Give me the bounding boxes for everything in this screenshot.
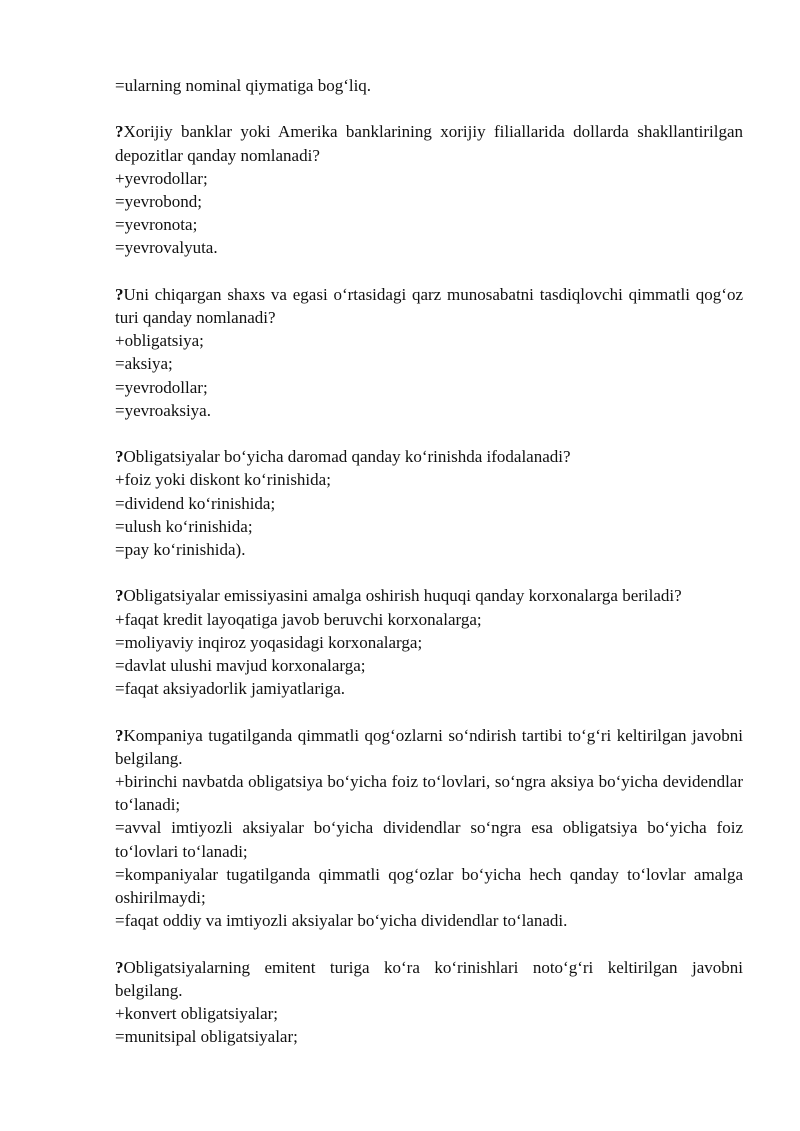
question-text [115,584,743,607]
question-mark: ? [115,284,124,304]
question-mark: ? [115,586,124,606]
answer-option: =munitsipal obligatsiyalar; [115,1027,298,1047]
question-list [115,120,743,1048]
answer-option: =pay ko‘rinishida). [115,540,246,560]
answer-option: =yevrodollar; [115,377,208,397]
answer-option: =faqat aksiyadorlik jamiyatlariga. [115,679,346,699]
question-body: Uni chiqargan shaxs va egasi o‘rtasidagi qarz munosabatni tasdiqlovchi qimmatli qog‘oz turi qanday nomlanadi? [115,284,743,327]
question-body: Obligatsiyalarning emitent turiga ko‘ra ko‘rinishlari noto‘g‘ri keltirilgan javobni belgilang. [115,957,743,1000]
question-text [115,120,743,166]
question-mark: ? [115,447,124,467]
question-text [115,283,743,329]
question-mark: ? [115,725,124,745]
question-block [115,120,743,259]
correct-answer-option: +konvert obligatsiyalar; [115,1004,279,1024]
document-page [115,74,743,1048]
answer-option: =kompaniyalar tugatilganda qimmatli qog‘ozlar bo‘yicha hech qanday to‘lovlar amalga oshirilmaydi; [115,864,743,908]
answer-option: =yevronota; [115,215,198,235]
question-body: Kompaniya tugatilganda qimmatli qog‘ozlarni so‘ndirish tartibi to‘g‘ri keltirilgan javobni belgilang. [115,725,743,768]
question-body: Xorijiy banklar yoki Amerika banklarining xorijiy filiallarida dollarda shakllantirilgan depozitlar qanday nomlanadi? [115,122,743,165]
correct-answer-option: +faqat kredit layoqatiga javob beruvchi korxonalarga; [115,609,482,629]
question-text [115,956,743,1002]
answer-option: =faqat oddiy va imtiyozli aksiyalar bo‘yicha dividendlar to‘lanadi. [115,911,568,931]
correct-answer-option: +yevrodollar; [115,168,208,188]
question-mark: ? [115,122,124,142]
correct-answer-option: +birinchi navbatda obligatsiya bo‘yicha foiz to‘lovlari, so‘ngra aksiya bo‘yicha devidendlar to‘lanadi; [115,772,743,815]
question-block [115,283,743,422]
question-block [115,584,743,700]
intro-answer-line: =ularning nominal qiymatiga bog‘liq. [115,76,372,95]
question-block [115,445,743,561]
answer-option: =aksiya; [115,354,173,374]
answer-option: =yevroaksiya. [115,400,211,420]
answer-option: =yevrovalyuta. [115,238,218,258]
correct-answer-option: +foiz yoki diskont ko‘rinishida; [115,470,331,490]
question-text [115,445,743,468]
question-mark: ? [115,957,124,977]
question-block [115,956,743,1049]
question-block [115,724,743,933]
answer-option: =moliyaviy inqiroz yoqasidagi korxonalarga; [115,632,423,652]
correct-answer-option: +obligatsiya; [115,331,204,351]
answer-option: =davlat ulushi mavjud korxonalarga; [115,656,366,676]
question-text [115,724,743,770]
answer-option: =dividend ko‘rinishida; [115,493,276,513]
question-body: Obligatsiyalar emissiyasini amalga oshirish huquqi qanday korxonalarga beriladi? [123,586,682,606]
question-body: Obligatsiyalar bo‘yicha daromad qanday ko‘rinishda ifodalanadi? [123,447,571,467]
answer-option: =avval imtiyozli aksiyalar bo‘yicha dividendlar so‘ngra esa obligatsiya bo‘yicha foiz to‘lovlari to‘lanadi; [115,818,743,861]
answer-option: =ulush ko‘rinishida; [115,516,253,536]
answer-option: =yevrobond; [115,192,203,211]
